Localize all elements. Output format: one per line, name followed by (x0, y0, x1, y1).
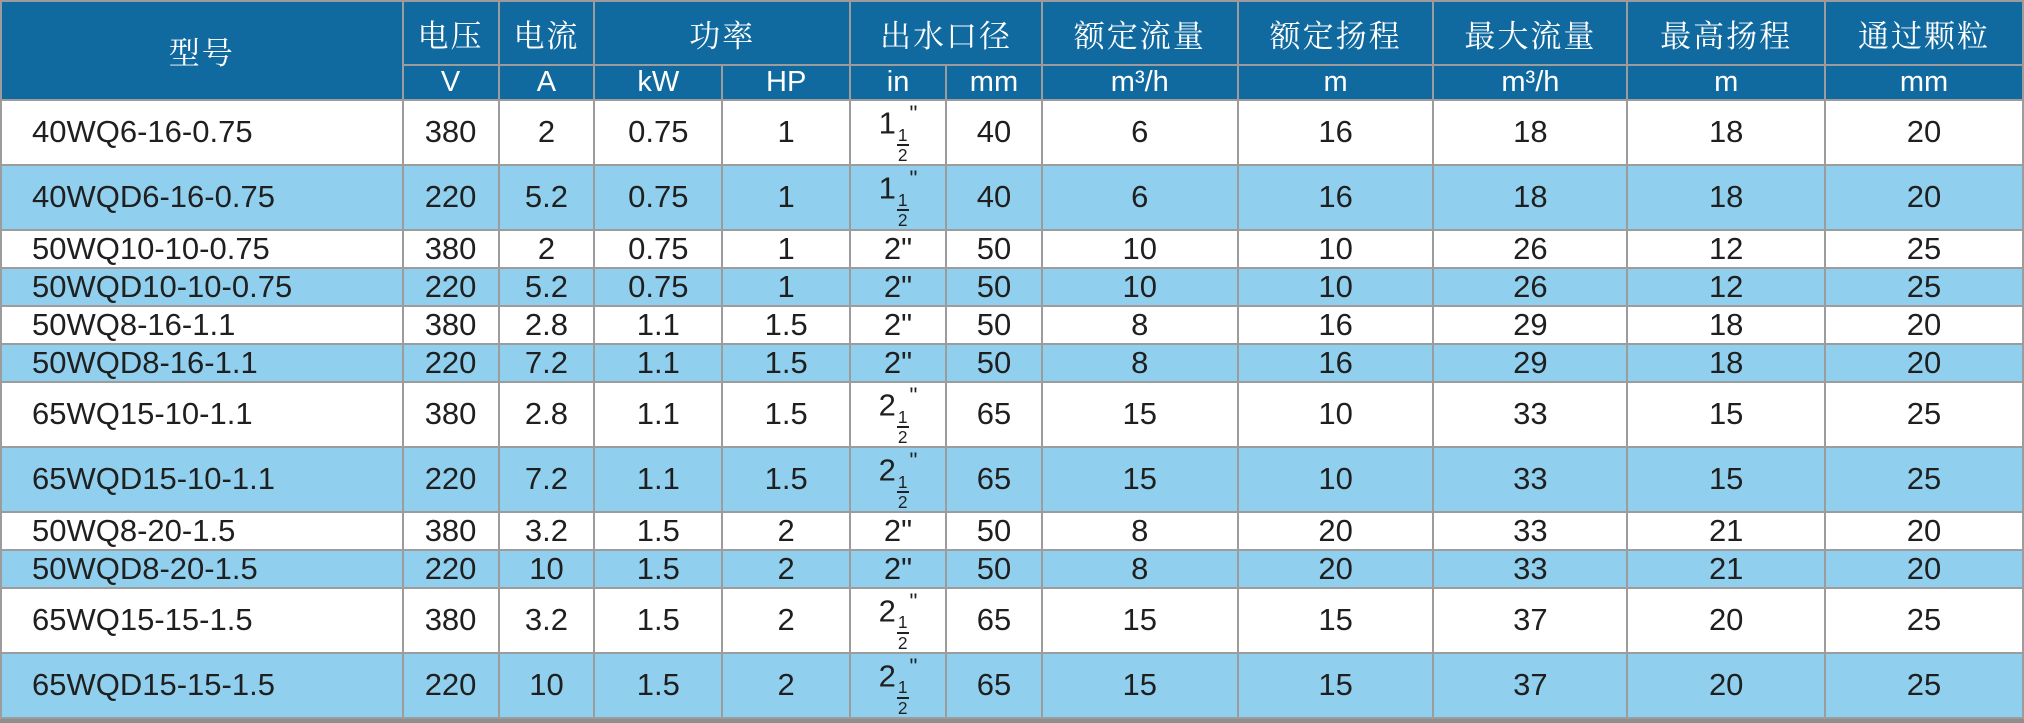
data-cell: 0.75 (595, 269, 721, 305)
data-cell: 15 (1043, 383, 1237, 446)
data-cell: 220 (404, 269, 498, 305)
data-cell: 8 (1043, 307, 1237, 343)
data-cell: 220 (404, 345, 498, 381)
header-particle: 通过颗粒 (1826, 2, 2022, 64)
data-cell: 1.5 (723, 307, 849, 343)
data-cell: 2.8 (500, 307, 594, 343)
header-row-groups (2, 2, 2022, 64)
data-cell: 50 (947, 307, 1041, 343)
model-cell: 65WQD15-15-1.5 (2, 654, 402, 717)
data-cell: 1.5 (595, 551, 721, 587)
data-cell: 1.1 (595, 345, 721, 381)
table-body (2, 101, 2022, 717)
inch-mark: " (909, 447, 918, 473)
data-cell: 2" (851, 231, 945, 267)
data-cell: 5.2 (500, 269, 594, 305)
model-cell: 50WQD8-16-1.1 (2, 345, 402, 381)
model-cell: 50WQD8-20-1.5 (2, 551, 402, 587)
data-cell: 18 (1628, 345, 1824, 381)
data-cell: 18 (1628, 166, 1824, 229)
data-cell: 1 (723, 101, 849, 164)
data-cell: 18 (1628, 101, 1824, 164)
data-cell: 21 (1628, 551, 1824, 587)
data-cell: 65 (947, 448, 1041, 511)
data-cell: 6 (1043, 101, 1237, 164)
data-cell: 10 (1239, 269, 1433, 305)
data-cell: 2 (723, 654, 849, 717)
data-cell: 3.2 (500, 513, 594, 549)
data-cell: 20 (1239, 551, 1433, 587)
header-rated-flow: 额定流量 (1043, 2, 1237, 64)
data-cell: 12 (1628, 231, 1824, 267)
table-row (2, 166, 2022, 229)
data-cell: 8 (1043, 551, 1237, 587)
header-voltage: 电压 (404, 2, 498, 64)
model-cell: 50WQ10-10-0.75 (2, 231, 402, 267)
data-cell: 2 (500, 101, 594, 164)
data-cell: 380 (404, 231, 498, 267)
data-cell: 1.5 (595, 589, 721, 652)
data-cell: 25 (1826, 589, 2022, 652)
inch-mark: " (909, 382, 918, 408)
data-cell: 2.8 (500, 383, 594, 446)
inch-fraction: $\frac{1}{2}$ (897, 612, 908, 652)
data-cell: 10 (1239, 383, 1433, 446)
data-cell: 20 (1826, 101, 2022, 164)
data-cell: 2 (500, 231, 594, 267)
data-cell: 2 (723, 513, 849, 549)
model-cell: 50WQ8-20-1.5 (2, 513, 402, 549)
data-cell: 2" (851, 551, 945, 587)
data-cell: 2" (851, 307, 945, 343)
data-cell: 1 $\frac{1}{2}$ " (851, 101, 945, 164)
inch-mark: " (909, 588, 918, 614)
data-cell: 25 (1826, 269, 2022, 305)
unit-cell-7: m (1239, 66, 1433, 99)
data-cell: 2 (723, 589, 849, 652)
data-cell: 15 (1043, 654, 1237, 717)
data-cell: 2" (851, 345, 945, 381)
header-max-flow: 最大流量 (1434, 2, 1626, 64)
data-cell: 1 (723, 269, 849, 305)
data-cell: 50 (947, 513, 1041, 549)
inch-fraction: $\frac{1}{2}$ (897, 189, 908, 229)
table-row (2, 589, 2022, 652)
table-row (2, 101, 2022, 164)
inch-fraction: $\frac{1}{2}$ (897, 406, 908, 446)
data-cell: 2" (851, 269, 945, 305)
data-cell: 18 (1628, 307, 1824, 343)
unit-cell-8: m³/h (1434, 66, 1626, 99)
header-max-head: 最高扬程 (1628, 2, 1824, 64)
table-row (2, 448, 2022, 511)
unit-cell-3: HP (723, 66, 849, 99)
data-cell: 1.1 (595, 383, 721, 446)
unit-cell-6: m³/h (1043, 66, 1237, 99)
data-cell: 65 (947, 654, 1041, 717)
data-cell: 20 (1826, 166, 2022, 229)
data-cell: 1.5 (723, 345, 849, 381)
data-cell: 20 (1826, 513, 2022, 549)
table-row (2, 307, 2022, 343)
table-row (2, 345, 2022, 381)
data-cell: 7.2 (500, 448, 594, 511)
data-cell: 10 (1239, 231, 1433, 267)
data-cell: 16 (1239, 345, 1433, 381)
data-cell: 37 (1434, 589, 1626, 652)
data-cell: 50 (947, 551, 1041, 587)
model-cell: 40WQ6-16-0.75 (2, 101, 402, 164)
data-cell: 380 (404, 307, 498, 343)
model-cell: 65WQ15-15-1.5 (2, 589, 402, 652)
data-cell: 25 (1826, 654, 2022, 717)
data-cell: 1 $\frac{1}{2}$ " (851, 166, 945, 229)
data-cell: 50 (947, 345, 1041, 381)
data-cell: 12 (1628, 269, 1824, 305)
data-cell: 21 (1628, 513, 1824, 549)
inch-mark: " (909, 165, 918, 191)
model-cell: 65WQD15-10-1.1 (2, 448, 402, 511)
inch-mark: " (909, 101, 918, 126)
data-cell: 33 (1434, 513, 1626, 549)
data-cell: 2 $\frac{1}{2}$ " (851, 383, 945, 446)
data-cell: 220 (404, 166, 498, 229)
data-cell: 20 (1628, 654, 1824, 717)
data-cell: 2 $\frac{1}{2}$ " (851, 654, 945, 717)
data-cell: 0.75 (595, 166, 721, 229)
data-cell: 220 (404, 654, 498, 717)
data-cell: 0.75 (595, 231, 721, 267)
data-cell: 8 (1043, 513, 1237, 549)
table-row (2, 231, 2022, 267)
data-cell: 5.2 (500, 166, 594, 229)
data-cell: 18 (1434, 166, 1626, 229)
data-cell: 20 (1826, 307, 2022, 343)
data-cell: 15 (1043, 589, 1237, 652)
data-cell: 6 (1043, 166, 1237, 229)
data-cell: 1 (723, 166, 849, 229)
data-cell: 25 (1826, 231, 2022, 267)
data-cell: 10 (500, 654, 594, 717)
data-cell: 33 (1434, 551, 1626, 587)
table-row (2, 654, 2022, 717)
data-cell: 8 (1043, 345, 1237, 381)
data-cell: 25 (1826, 383, 2022, 446)
inch-fraction: $\frac{1}{2}$ (897, 471, 908, 511)
data-cell: 2" (851, 513, 945, 549)
model-cell: 40WQD6-16-0.75 (2, 166, 402, 229)
data-cell: 380 (404, 383, 498, 446)
data-cell: 16 (1239, 166, 1433, 229)
data-cell: 50 (947, 269, 1041, 305)
data-cell: 2 (723, 551, 849, 587)
data-cell: 20 (1826, 551, 2022, 587)
data-cell: 33 (1434, 383, 1626, 446)
unit-cell-0: V (404, 66, 498, 99)
data-cell: 15 (1628, 383, 1824, 446)
table-row (2, 551, 2022, 587)
table-row (2, 269, 2022, 305)
data-cell: 16 (1239, 307, 1433, 343)
data-cell: 380 (404, 513, 498, 549)
data-cell: 1.5 (723, 383, 849, 446)
header-outlet: 出水口径 (851, 2, 1041, 64)
data-cell: 380 (404, 589, 498, 652)
unit-cell-2: kW (595, 66, 721, 99)
inch-mark: " (909, 653, 918, 679)
data-cell: 15 (1628, 448, 1824, 511)
data-cell: 20 (1826, 345, 2022, 381)
header-model: 型号 (2, 2, 402, 99)
header-rated-head: 额定扬程 (1239, 2, 1433, 64)
data-cell: 40 (947, 101, 1041, 164)
data-cell: 15 (1239, 654, 1433, 717)
inch-fraction: $\frac{1}{2}$ (897, 124, 908, 164)
table-row (2, 513, 2022, 549)
data-cell: 33 (1434, 448, 1626, 511)
data-cell: 0.75 (595, 101, 721, 164)
data-cell: 1.1 (595, 307, 721, 343)
data-cell: 50 (947, 231, 1041, 267)
data-cell: 2 $\frac{1}{2}$ " (851, 448, 945, 511)
data-cell: 1.5 (723, 448, 849, 511)
data-cell: 3.2 (500, 589, 594, 652)
data-cell: 18 (1434, 101, 1626, 164)
header-power: 功率 (595, 2, 849, 64)
data-cell: 1.5 (595, 513, 721, 549)
data-cell: 10 (1239, 448, 1433, 511)
data-cell: 10 (1043, 231, 1237, 267)
data-cell: 1.1 (595, 448, 721, 511)
table-row (2, 383, 2022, 446)
data-cell: 29 (1434, 307, 1626, 343)
data-cell: 10 (1043, 269, 1237, 305)
data-cell: 380 (404, 101, 498, 164)
data-cell: 10 (500, 551, 594, 587)
data-cell: 20 (1239, 513, 1433, 549)
data-cell: 65 (947, 383, 1041, 446)
data-cell: 220 (404, 551, 498, 587)
data-cell: 20 (1628, 589, 1824, 652)
data-cell: 1 (723, 231, 849, 267)
unit-cell-10: mm (1826, 66, 2022, 99)
unit-cell-9: m (1628, 66, 1824, 99)
data-cell: 1.5 (595, 654, 721, 717)
inch-fraction: $\frac{1}{2}$ (897, 677, 908, 717)
data-cell: 37 (1434, 654, 1626, 717)
data-cell: 25 (1826, 448, 2022, 511)
unit-cell-1: A (500, 66, 594, 99)
data-cell: 40 (947, 166, 1041, 229)
data-cell: 220 (404, 448, 498, 511)
data-cell: 29 (1434, 345, 1626, 381)
data-cell: 2 $\frac{1}{2}$ " (851, 589, 945, 652)
model-cell: 50WQD10-10-0.75 (2, 269, 402, 305)
data-cell: 26 (1434, 231, 1626, 267)
data-cell: 26 (1434, 269, 1626, 305)
data-cell: 16 (1239, 101, 1433, 164)
data-cell: 15 (1239, 589, 1433, 652)
data-cell: 7.2 (500, 345, 594, 381)
unit-cell-4: in (851, 66, 945, 99)
data-cell: 65 (947, 589, 1041, 652)
unit-cell-5: mm (947, 66, 1041, 99)
data-cell: 15 (1043, 448, 1237, 511)
model-cell: 65WQ15-10-1.1 (2, 383, 402, 446)
header-current: 电流 (500, 2, 594, 64)
model-cell: 50WQ8-16-1.1 (2, 307, 402, 343)
table-head (2, 2, 2022, 99)
